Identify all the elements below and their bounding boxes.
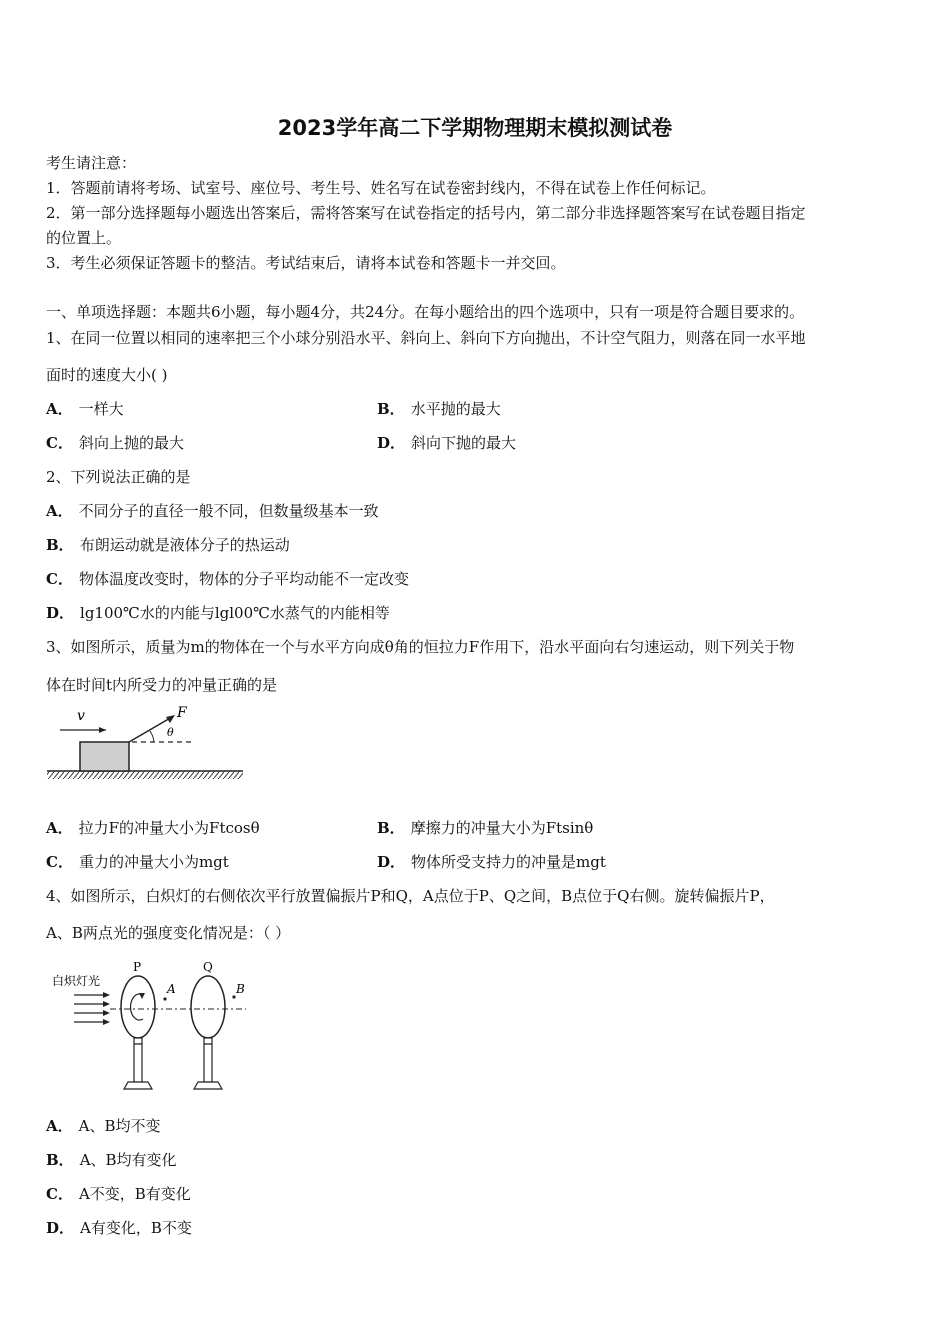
notice-heading: 考生请注意：	[46, 154, 137, 172]
question-4-stem: 4、如图所示，白炽灯的右侧依次平行放置偏振片P和Q，A点位于P、Q之间，B点位于Q右侧。旋转偏振片P，	[46, 887, 775, 905]
angle-label: θ	[167, 726, 174, 739]
question-1-stem: 1、在同一位置以相同的速率把三个小球分别沿水平、斜向上、斜向下方向抛出，不计空气阻力，则落在同一水平地	[46, 329, 806, 347]
question-4-stem-cont: A、B两点光的强度变化情况是：（ ）	[46, 924, 291, 942]
q2-option-a[interactable]: A． 不同分子的直径一般不同，但数量级基本一致	[46, 502, 379, 520]
question-1-stem-cont: 面时的速度大小( )	[46, 366, 168, 384]
q4-option-a[interactable]: A． A、B均不变	[46, 1117, 161, 1135]
page-title: 2023学年高二下学期物理期末模拟测试卷	[277, 116, 673, 140]
q1-option-b[interactable]: B． 水平抛的最大	[377, 400, 501, 418]
q2-option-b[interactable]: B． 布朗运动就是液体分子的热运动	[46, 536, 290, 554]
q3-option-c[interactable]: C． 重力的冲量大小为mgt	[46, 853, 229, 871]
polarizer-q-stand	[204, 1044, 212, 1082]
light-source-label: 白炽灯光	[52, 974, 101, 988]
polarizer-p-clamp	[134, 1038, 142, 1044]
question-3-stem: 3、如图所示，质量为m的物体在一个与水平方向成θ角的恒拉力F作用下，沿水平面向右匀速运动，则下列关于物	[46, 638, 795, 656]
light-ray-arrowheads	[103, 992, 110, 1025]
q4-option-d[interactable]: D． A有变化，B不变	[46, 1219, 192, 1237]
point-a-label: A	[167, 982, 176, 996]
point-b-label: B	[236, 982, 245, 996]
polarizer-q	[191, 976, 225, 1038]
question-3-stem-cont: 体在时间t内所受力的冲量正确的是	[46, 676, 278, 694]
notice-item: 2．第一部分选择题每小题选出答案后，需将答案写在试卷指定的括号内，第二部分非选择题答案写在试卷题目指定	[46, 204, 806, 222]
force-arrowhead	[166, 715, 175, 723]
block	[80, 742, 129, 771]
q2-option-d[interactable]: D． lg100℃水的内能与lgl00℃水蒸气的内能相等	[46, 604, 390, 622]
force-label: F	[177, 705, 187, 721]
question-2-stem: 2、下列说法正确的是	[46, 468, 191, 486]
notice-item: 3．考生必须保证答题卡的整洁。考试结束后，请将本试卷和答题卡一并交回。	[46, 254, 566, 272]
q3-option-a[interactable]: A． 拉力F的冲量大小为Ftcosθ	[46, 819, 260, 837]
question-3-figure	[44, 700, 249, 785]
point-a	[163, 997, 166, 1000]
light-rays	[74, 995, 106, 1022]
section-heading: 一、单项选择题：本题共6小题，每小题4分，共24分。在每小题给出的四个选项中，只有一项是符合题目要求的。	[46, 303, 805, 321]
rotation-arrowhead	[139, 993, 145, 999]
polarizer-p	[121, 976, 155, 1038]
polarizer-q-base	[194, 1082, 222, 1089]
polarizer-p-label: P	[133, 960, 142, 974]
q1-option-a[interactable]: A． 一样大	[46, 400, 124, 418]
polarizer-q-label: Q	[203, 960, 213, 974]
q3-option-b[interactable]: B． 摩擦力的冲量大小为Ftsinθ	[377, 819, 594, 837]
q3-option-d[interactable]: D． 物体所受支持力的冲量是mgt	[377, 853, 606, 871]
q4-option-c[interactable]: C． A不变，B有变化	[46, 1185, 191, 1203]
polarizer-p-base	[124, 1082, 152, 1089]
notice-item: 的位置上。	[46, 229, 122, 247]
question-4-figure	[46, 955, 261, 1095]
q1-option-c[interactable]: C． 斜向上抛的最大	[46, 434, 184, 452]
polarizer-q-clamp	[204, 1038, 212, 1044]
polarizer-p-stand	[134, 1044, 142, 1082]
velocity-arrowhead	[99, 727, 106, 733]
q2-option-c[interactable]: C． 物体温度改变时，物体的分子平均动能不一定改变	[46, 570, 409, 588]
velocity-label: v	[77, 708, 85, 724]
rotation-arrow	[131, 994, 143, 1020]
angle-arc	[150, 731, 154, 742]
q4-option-b[interactable]: B． A、B均有变化	[46, 1151, 177, 1169]
ground-hatching	[47, 771, 243, 779]
q1-option-d[interactable]: D． 斜向下抛的最大	[377, 434, 517, 452]
force-arrow	[129, 717, 172, 742]
notice-item: 1．答题前请将考场、试室号、座位号、考生号、姓名写在试卷密封线内，不得在试卷上作任何标记。	[46, 179, 716, 197]
